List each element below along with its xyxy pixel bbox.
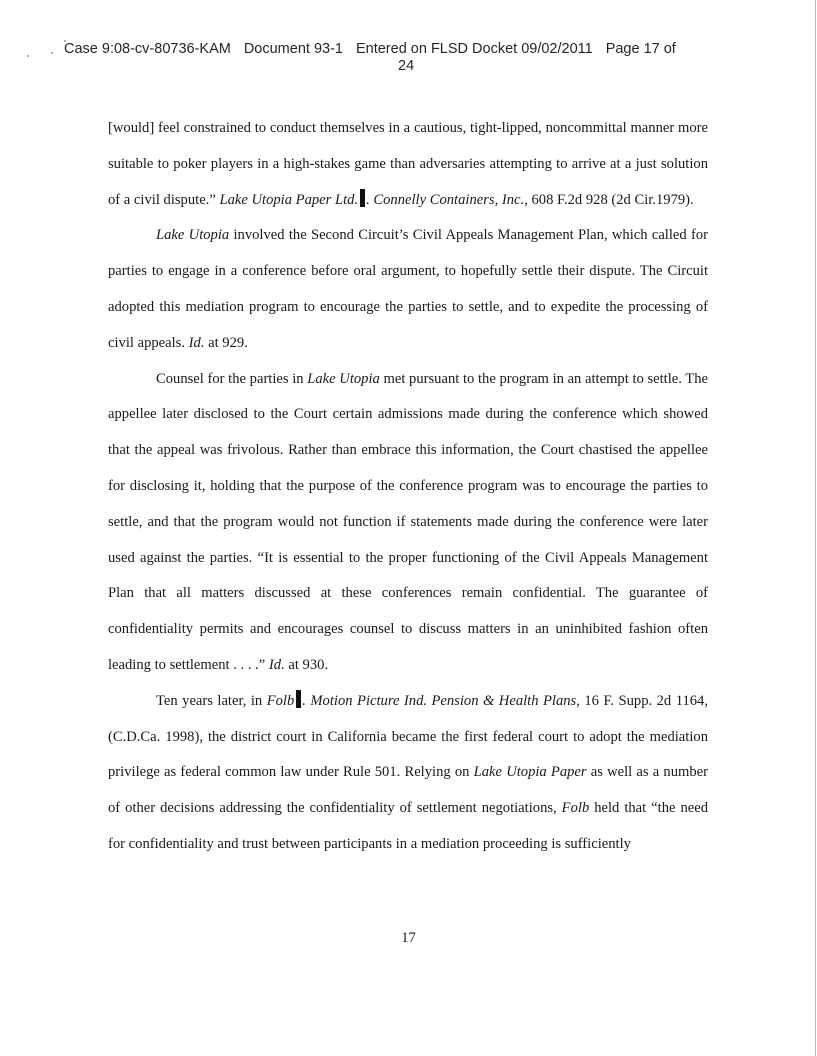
body-text: as well as a number of other decisions addressing the confidentiality of settlement negotiations, xyxy=(108,764,708,817)
body-paragraph xyxy=(108,362,708,684)
case-citation-italic: . Motion Picture Ind. Pension & Health Plans xyxy=(302,692,577,709)
body-text: [would] feel constrained to conduct themselves in a cautious, tight-lipped, noncommittal manner more suitable to poker players in a high-stakes game than adversaries attempting to arrive at a just solution of a civil dispute.” xyxy=(108,120,708,208)
body-text: at 930. xyxy=(284,656,329,673)
page-of: Page 17 of xyxy=(605,41,676,57)
body-paragraph xyxy=(108,684,708,863)
redaction-mark xyxy=(296,690,301,708)
body-text: involved the Second Circuit’s Civil Appeals Management Plan, which called for parties to engage in a conference before oral argument, to hopefully settle their dispute. The Circuit adopted this mediation program to encourage the parties to settle, and to expedite the processing of civil appeals. xyxy=(108,227,708,351)
scan-artifact-dot xyxy=(51,52,53,54)
case-citation-italic: Id. xyxy=(188,334,205,351)
body-text: , 608 F.2d 928 (2d Cir.1979). xyxy=(524,191,694,208)
body-text: held that “the need for confidentiality and trust between participants in a mediation proceeding is sufficiently xyxy=(108,800,708,852)
page-total: 24 xyxy=(398,58,415,74)
case-citation-italic: Lake Utopia Paper Ltd. xyxy=(219,191,359,208)
case-citation-italic: Lake Utopia Paper xyxy=(473,764,587,781)
body-text: , 16 F. Supp. 2d 1164, (C.D.Ca. 1998), the district court in California became the first federal court to adopt the mediation privilege as federal common law under Rule 501. Relying on xyxy=(108,692,708,781)
case-citation-italic: Folb xyxy=(266,692,295,709)
body-text: at 929. xyxy=(204,334,248,351)
case-citation-italic: Lake Utopia xyxy=(307,370,380,387)
case-citation-italic: Lake Utopia xyxy=(156,227,230,244)
document-number: Document 93-1 xyxy=(243,41,343,57)
entered-on-docket: Entered on FLSD Docket 09/02/2011 xyxy=(355,41,593,57)
body-text: Counsel for the parties in xyxy=(156,370,308,387)
document-body xyxy=(108,111,708,863)
body-text: met pursuant to the program in an attempt to settle. The appellee later disclosed to the Court certain admissions made during the conference which showed that the appeal was frivolous. Rather than embrace this information, the Court chastised the appellee for disclosing it, holding that the purpose of the conference program was to encourage the parties to settle, and that the program would not function if statements made during the conference were later used against the parties. “It is essential to the proper functioning of the Civil Appeals Management Plan that all matters discussed at these conferences remain confidential. The guarantee of confidentiality permits and encourages counsel to discuss matters in an uninhibited fashion often leading to settlement . . . .” xyxy=(108,370,708,673)
body-text: Ten years later, in xyxy=(156,692,267,709)
page-edge-line xyxy=(815,0,816,1056)
case-citation-italic: Folb xyxy=(561,800,590,817)
redaction-mark xyxy=(360,189,365,207)
scan-artifact-dot xyxy=(27,55,29,57)
case-citation-italic: . Connelly Containers, Inc. xyxy=(366,191,525,208)
page-number: 17 xyxy=(401,930,416,946)
case-citation-italic: Id. xyxy=(268,656,285,673)
case-number: Case 9:08-cv-80736-KAM xyxy=(64,41,231,57)
body-paragraph xyxy=(108,111,708,218)
body-paragraph xyxy=(108,218,708,361)
docket-header xyxy=(64,41,754,74)
